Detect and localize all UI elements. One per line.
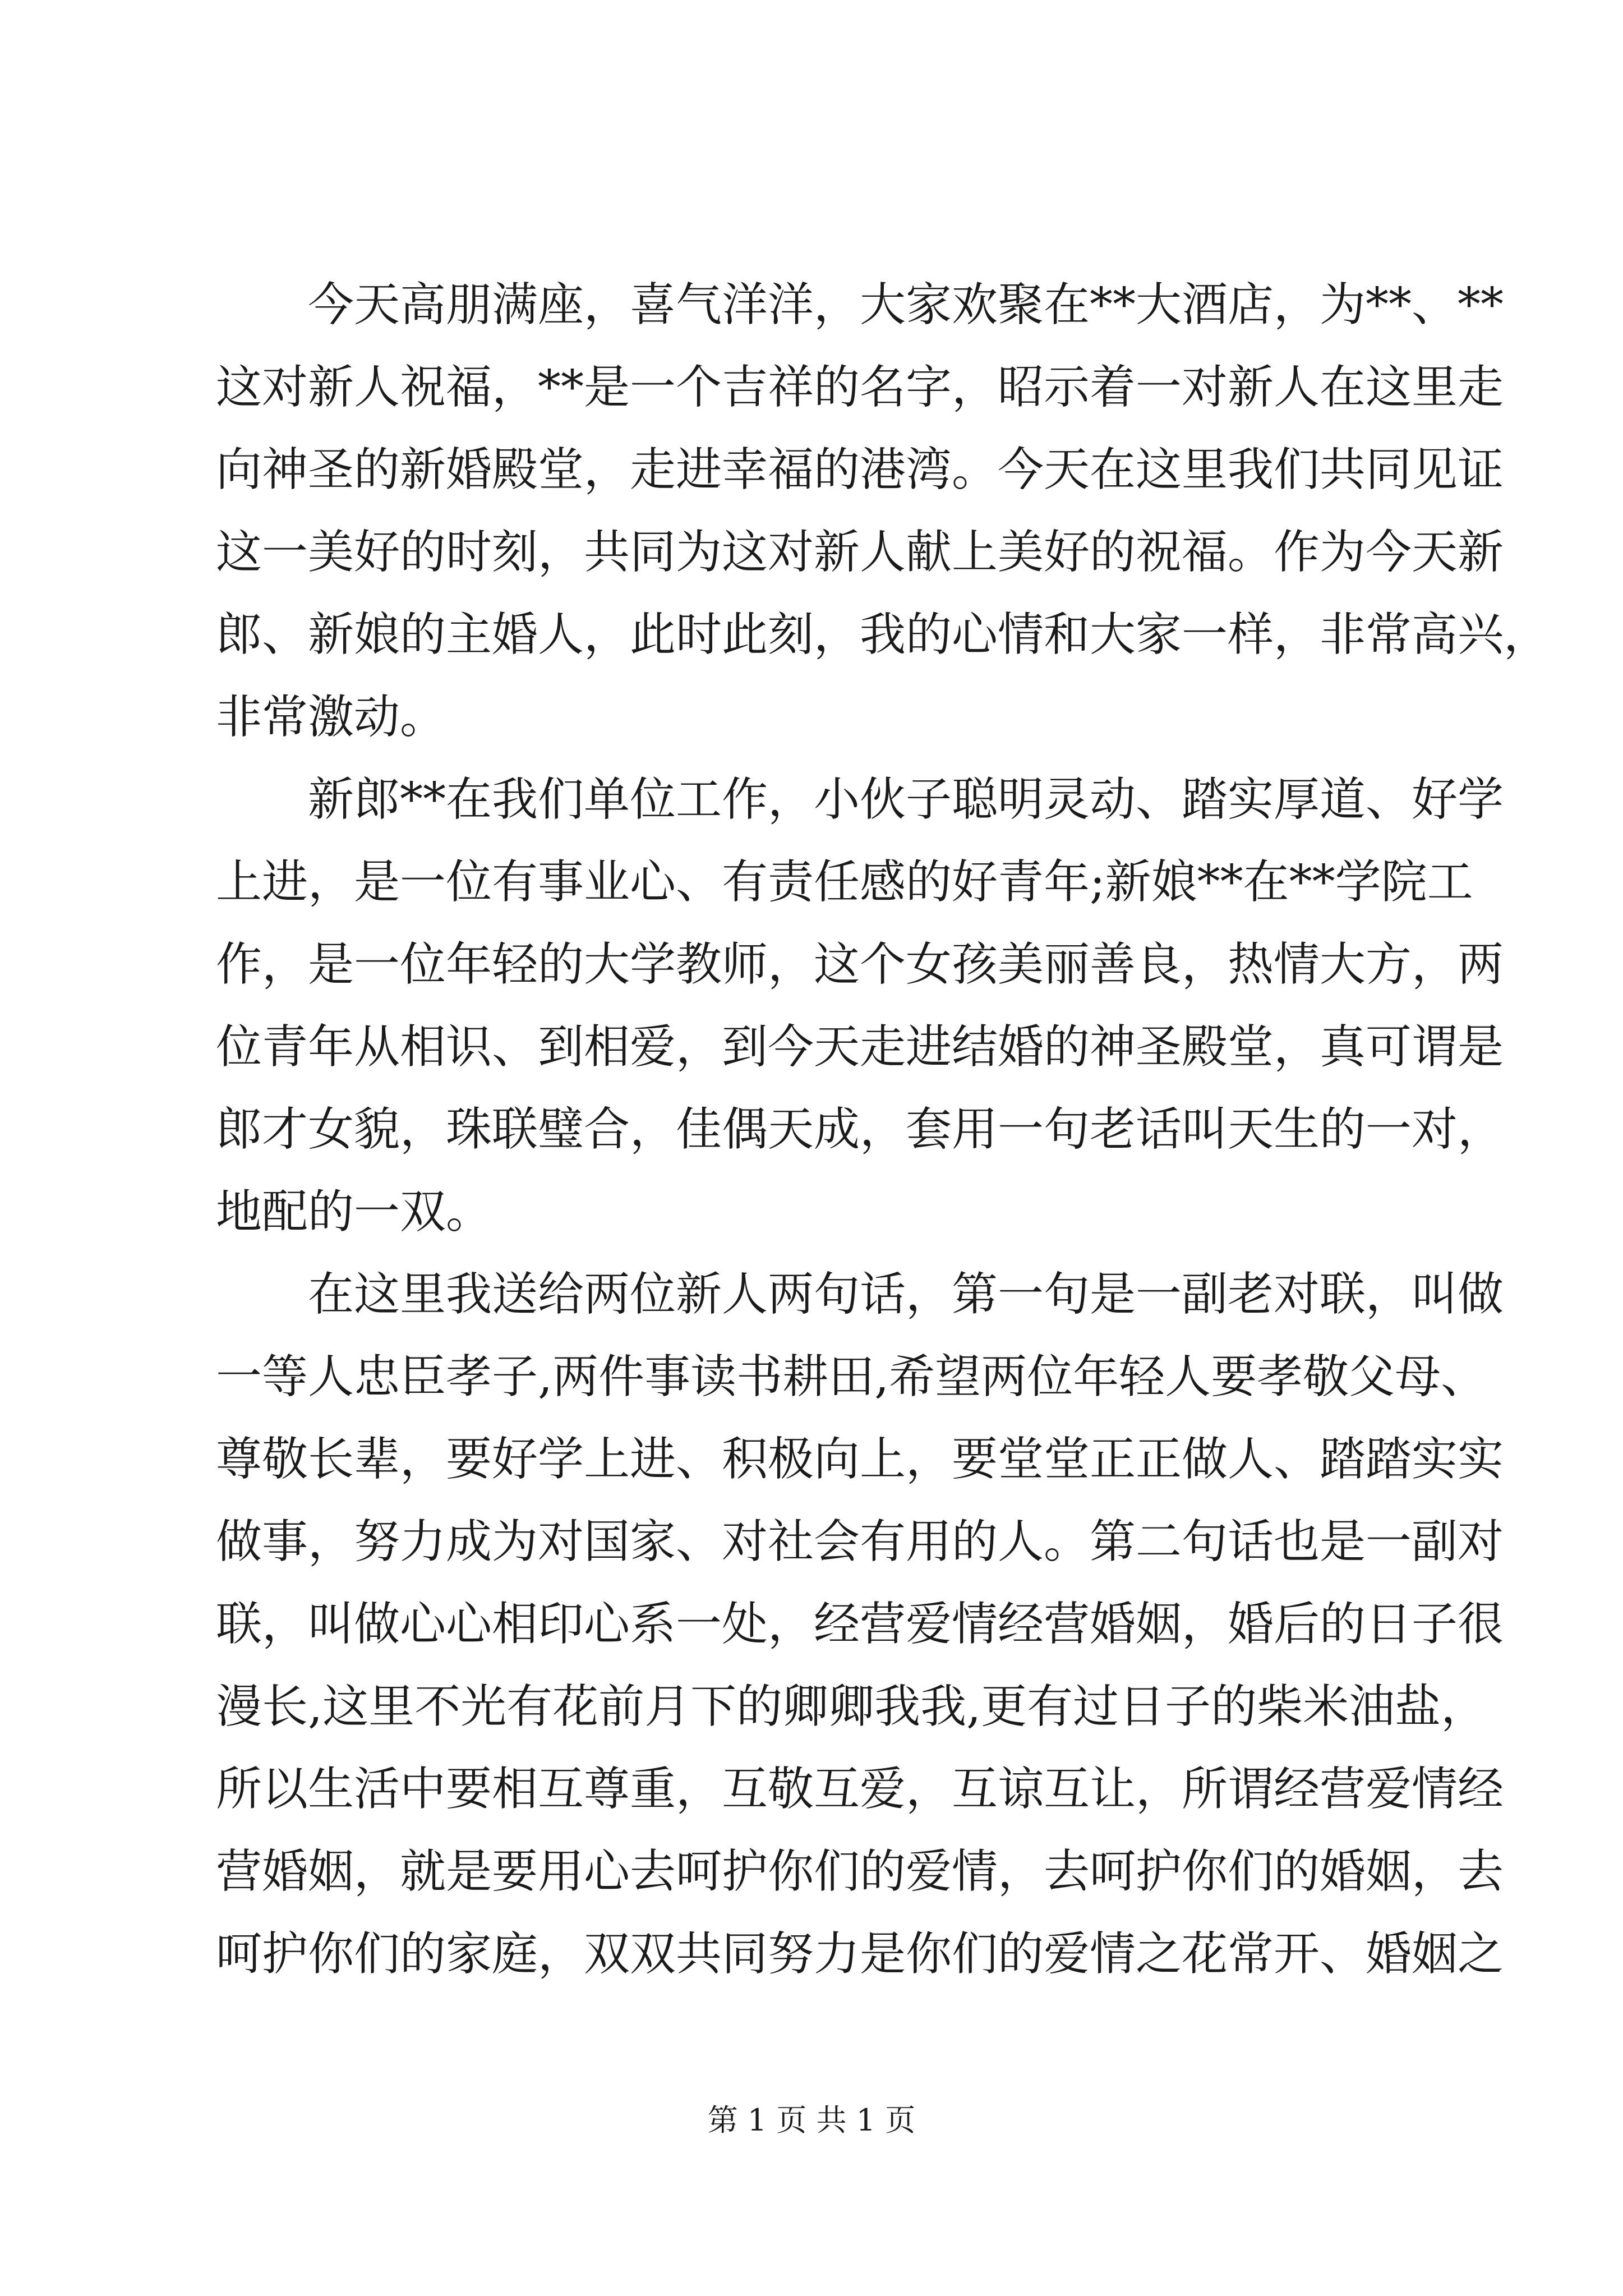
paragraph-1-line-1: 今天高朋满座，喜气洋洋，大家欢聚在**大酒店，为**、** [308,278,1504,332]
paragraph-2-line-3: 作，是一位年轻的大学教师，这个女孩美丽善良，热情大方，两 [216,938,1504,991]
paragraph-3-line-6: 漫长,这里不光有花前月下的卿卿我我,更有过日子的柴米油盐， [216,1680,1487,1733]
paragraph-1-line-4: 这一美好的时刻，共同为这对新人献上美好的祝福。作为今天新 [216,526,1504,579]
paragraph-2-line-1: 新郎**在我们单位工作，小伙子聪明灵动、踏实厚道、好学 [308,773,1504,826]
paragraph-2-line-6: 地配的一双。 [216,1185,492,1239]
paragraph-1-line-2: 这对新人祝福，**是一个吉祥的名字，昭示着一对新人在这里走 [216,361,1504,414]
paragraph-3-line-3: 尊敬长辈，要好学上进、积极向上，要堂堂正正做人、踏踏实实 [216,1433,1504,1486]
paragraph-2-line-5: 郎才女貌，珠联璧合，佳偶天成，套用一句老话叫天生的一对， [216,1103,1504,1156]
paragraph-3-line-5: 联，叫做心心相印心系一处，经营爱情经营婚姻，婚后的日子很 [216,1598,1504,1651]
paragraph-3-line-2: 一等人忠臣孝子,两件事读书耕田,希望两位年轻人要孝敬父母、 [216,1350,1487,1404]
body-text [216,264,1550,1995]
paragraph-3-line-9: 呵护你们的家庭，双双共同努力是你们的爱情之花常开、婚姻之 [216,1927,1504,1981]
paragraph-3-line-1: 在这里我送给两位新人两句话，第一句是一副老对联，叫做 [308,1268,1504,1321]
page-number-label: 第 1 页 共 1 页 [707,2102,916,2138]
paragraph-3-line-4: 做事，努力成为对国家、对社会有用的人。第二句话也是一副对 [216,1515,1504,1568]
paragraph-1-line-3: 向神圣的新婚殿堂，走进幸福的港湾。今天在这里我们共同见证 [216,443,1504,496]
paragraph-1-line-5: 郎、新娘的主婚人，此时此刻，我的心情和大家一样，非常高兴， [216,608,1550,661]
paragraph-3-line-7: 所以生活中要相互尊重，互敬互爱，互谅互让，所谓经营爱情经 [216,1763,1504,1816]
paragraph-1-line-6: 非常激动。 [216,691,446,744]
page-footer [0,2101,1623,2140]
paragraph-2-line-4: 位青年从相识、到相爱，到今天走进结婚的神圣殿堂，真可谓是 [216,1020,1504,1074]
paragraph-2-line-2: 上进，是一位有事业心、有责任感的好青年;新娘**在**学院工 [216,855,1473,909]
paragraph-3-line-8: 营婚姻，就是要用心去呵护你们的爱情，去呵护你们的婚姻，去 [216,1845,1504,1898]
